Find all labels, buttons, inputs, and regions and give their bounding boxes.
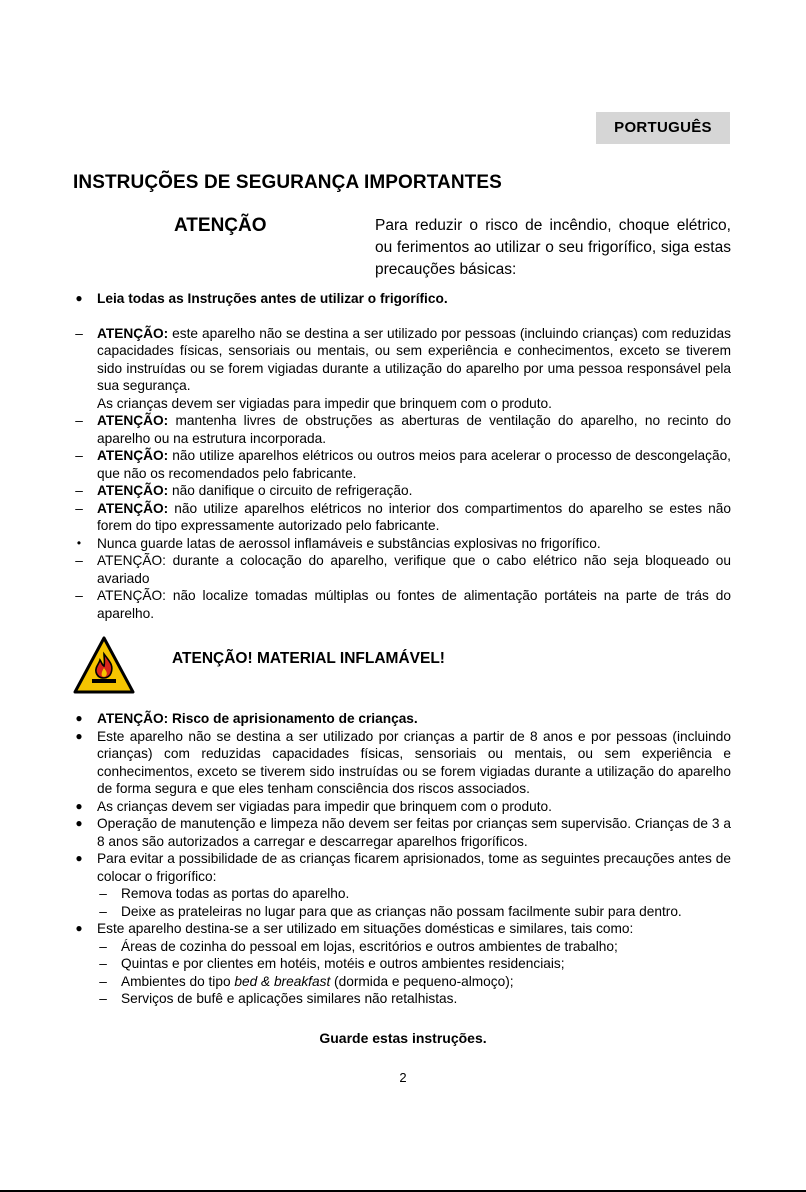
keep-instructions-note: Guarde estas instruções. [319, 1030, 487, 1046]
sub-list [97, 885, 731, 920]
list-item [73, 920, 731, 1008]
warning-label: ATENÇÃO: [97, 483, 169, 498]
warning-label: ATENÇÃO: [97, 500, 169, 516]
list-item [73, 290, 731, 308]
item-text: Este aparelho não se destina a ser utilizado por crianças a partir de 8 anos e por pessoas (incluindo crianças) com reduzidas capacidades físicas, sensoriais ou mentais, ou sem experiência e conhecimentos, exceto se tiverem sido instruídas ou se forem vigiadas durante a utilização do aparelho de forma segura e que eles tenham consciência dos riscos associados. [97, 728, 731, 796]
sub-list-item [97, 938, 731, 956]
list-item [73, 710, 731, 728]
item-text: não utilize aparelhos elétricos ou outros meios para acelerar o processo de descongelação, que não os recomendados pelo fabricante. [97, 448, 731, 481]
item-text: este aparelho não se destina a ser utilizado por pessoas (incluindo crianças) com reduzidas capacidades físicas, sensoriais ou mentais, ou sem experiência e conhecimentos, exceto se tiverem sido instruídas ou se forem vigiadas durante a utilização do aparelho por uma pessoa responsável pela sua segurança. [97, 325, 731, 393]
bullet-marker: ● [75, 798, 83, 813]
item-text: não utilize aparelhos elétricos no interior dos compartimentos do aparelho se estes não forem do tipo expressamente autorizado pelo fabricante. [97, 500, 731, 533]
list-item [73, 798, 731, 816]
dash-marker: – [99, 956, 107, 971]
sub-list-item [97, 990, 731, 1008]
sub-list-item [97, 955, 731, 973]
list-item [73, 482, 731, 500]
dash-marker: – [75, 588, 83, 603]
dash-marker: – [75, 448, 83, 463]
child-safety-list [73, 710, 731, 1008]
sub-list-item [97, 973, 731, 991]
list-item [73, 587, 731, 622]
list-item [73, 325, 731, 413]
sub-list-item [97, 885, 731, 903]
sub-item-text: Deixe as prateleiras no lugar para que as crianças não possam facilmente subir para dentro. [121, 903, 682, 919]
flammable-warning-icon [73, 636, 135, 694]
list-item [73, 535, 731, 553]
list-item [73, 552, 731, 587]
warning-label: ATENÇÃO: [97, 448, 169, 463]
sub-item-text: Áreas de cozinha do pessoal em lojas, escritórios e outros ambientes de trabalho; [121, 938, 618, 954]
sub-item-text: Ambientes do tipo [121, 973, 235, 989]
bullet-marker: ● [75, 816, 83, 830]
item-text: Para evitar a possibilidade de as crianças ficarem aprisionados, tome as seguintes precauções antes de colocar o frigorífico: [97, 851, 731, 884]
list-item [73, 412, 731, 447]
dash-marker: – [99, 938, 107, 954]
sub-item-text: (dormida e pequeno-almoço); [330, 973, 514, 989]
sub-list [97, 938, 731, 1008]
item-extra-text: As crianças devem ser vigiadas para impedir que brinquem com o produto. [97, 395, 552, 411]
bullet-marker: ● [75, 291, 83, 305]
attention-text: Para reduzir o risco de incêndio, choque elétrico, ou ferimentos ao utilizar o seu frigorífico, siga estas precauções básicas: [375, 217, 731, 278]
sub-item-text: Remova todas as portas do aparelho. [121, 886, 350, 901]
bullet-marker: • [76, 535, 82, 550]
dash-marker: – [99, 886, 107, 901]
list-item [73, 447, 731, 482]
bullet-marker: ● [75, 851, 83, 865]
dash-marker: – [75, 413, 83, 428]
item-text: mantenha livres de obstruções as aberturas de ventilação do aparelho, no recinto do aparelho ou na estrutura incorporada. [97, 413, 731, 446]
read-all-text: Leia todas as Instruções antes de utilizar o frigorífico. [97, 291, 448, 306]
warning-label: ATENÇÃO: [97, 325, 169, 341]
safety-list [73, 290, 731, 622]
bullet-marker: ● [75, 711, 83, 725]
bullet-marker: ● [75, 921, 83, 935]
dash-marker: – [75, 500, 83, 516]
bullet-marker: ● [75, 728, 83, 743]
dash-marker: – [99, 991, 107, 1006]
dash-marker: – [75, 325, 83, 341]
item-text: As crianças devem ser vigiadas para impedir que brinquem com o produto. [97, 798, 552, 814]
attention-heading: ATENÇÃO [174, 215, 267, 236]
bed-breakfast-text: bed & breakfast [234, 973, 331, 989]
fire-base-icon [92, 679, 116, 683]
sub-list-item [97, 903, 731, 921]
item-text: Operação de manutenção e limpeza não devem ser feitas por crianças sem supervisão. Crianças de 3 a 8 anos são autorizados a carregar e descarregar aparelhos frigoríficos. [97, 816, 731, 849]
dash-marker: – [75, 553, 83, 568]
dash-marker: – [75, 483, 83, 498]
item-text: ATENÇÃO: não localize tomadas múltiplas ou fontes de alimentação portáteis na parte de trás do aparelho. [97, 588, 731, 621]
item-text: não danifique o circuito de refrigeração. [168, 483, 413, 498]
sub-item-text: Quintas e por clientes em hotéis, motéis e outros ambientes residenciais; [121, 956, 565, 971]
entrapment-warning: ATENÇÃO: Risco de aprisionamento de crianças. [97, 711, 418, 726]
item-text: ATENÇÃO: durante a colocação do aparelho, verifique que o cabo elétrico não seja bloqueado ou avariado [97, 553, 731, 586]
list-item [73, 500, 731, 535]
sub-item-text: Serviços de bufê e aplicações similares não retalhistas. [121, 991, 458, 1006]
page-number: 2 [399, 1070, 407, 1085]
page-title: INSTRUÇÕES DE SEGURANÇA IMPORTANTES [73, 172, 502, 193]
language-badge: PORTUGUÊS [596, 112, 730, 144]
list-item [73, 815, 731, 850]
list-item [73, 850, 731, 920]
item-text: Este aparelho destina-se a ser utilizado em situações domésticas e similares, tais como: [97, 921, 634, 936]
warning-label: ATENÇÃO: [97, 413, 169, 428]
list-item [73, 728, 731, 798]
dash-marker: – [99, 903, 107, 919]
item-text: Nunca guarde latas de aerossol inflamáveis e substâncias explosivas no frigorífico. [97, 535, 601, 551]
dash-marker: – [99, 973, 107, 989]
flammable-heading: ATENÇÃO! MATERIAL INFLAMÁVEL! [172, 650, 445, 667]
